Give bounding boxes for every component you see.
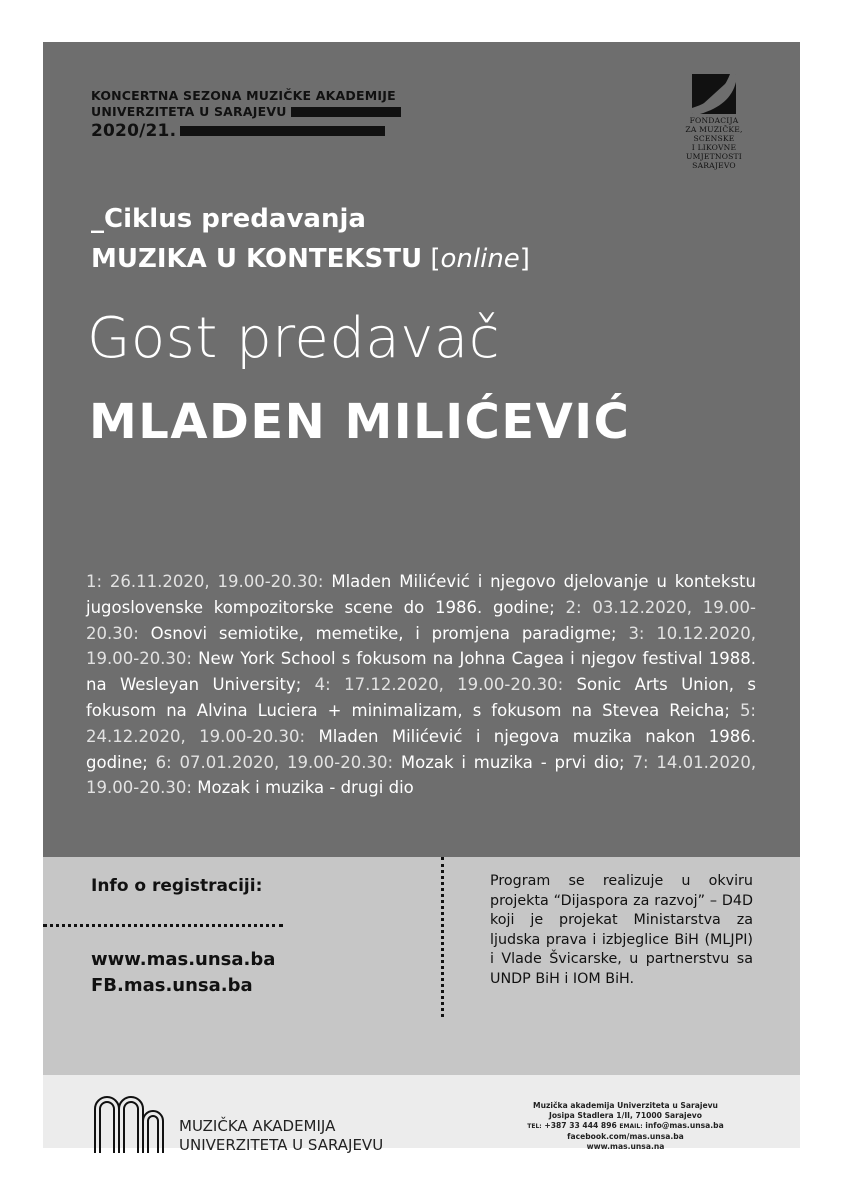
foundation-line-1: FONDACIJA [689, 116, 739, 125]
contact-block [493, 1101, 758, 1152]
academy-line-2: UNIVERZITETA U SARAJEVU [179, 1136, 384, 1154]
season-block [91, 88, 401, 142]
lecture-topic: Osnovi semiotike, memetike, i promjena paradigme; [150, 623, 617, 643]
lecture-item [156, 753, 633, 772]
season-line-2: UNIVERZITETA U SARAJEVU [91, 104, 287, 119]
lecture-date: 07.01.2020, 19.00-20.30: [179, 752, 394, 772]
lecture-number: 4: [314, 675, 331, 695]
lecture-date: 03.12.2020, 19.00-20.30: [86, 597, 756, 643]
dotted-divider-horizontal [43, 924, 283, 927]
lecture-date: 17.12.2020, 19.00-20.30: [344, 675, 564, 695]
guest-name: MLADEN MILIĆEVIĆ [89, 394, 631, 450]
contact-phone: +387 33 444 896 [544, 1121, 617, 1130]
contact-facebook[interactable]: facebook.com/mas.unsa.ba [567, 1132, 684, 1141]
cycle-heading [91, 199, 530, 279]
lecture-number: 2: [565, 597, 582, 617]
contact-name: Muzička akademija Univerziteta u Sarajevu [533, 1101, 718, 1110]
season-year: 2020/21. [91, 121, 177, 141]
foundation-emblem-icon [692, 74, 736, 114]
contact-email[interactable]: info@mas.unsa.ba [645, 1121, 724, 1130]
lecture-date: 26.11.2020, 19.00-20.30: [109, 572, 324, 591]
guest-label: Gost predavač [87, 306, 500, 371]
lecture-topic: Mozak i muzika - drugi dio [197, 778, 414, 798]
cycle-subtitle: _Ciklus predavanja [91, 204, 366, 234]
academy-name [179, 1117, 383, 1155]
tel-label: TEL: [527, 1123, 542, 1130]
lecture-topic: Sonic Arts Union, s fokusom na Alvina Luciera + minimalizam, s fokusom na Stevea Reicha; [86, 675, 756, 720]
foundation-line-4: SARAJEVO [692, 161, 736, 170]
academy-ma-logo-icon [91, 1095, 167, 1155]
foundation-logo [664, 74, 764, 170]
bracket-close: ] [519, 244, 530, 274]
season-bar-2 [180, 126, 385, 136]
academy-logo [91, 1095, 167, 1159]
season-line-1: KONCERTNA SEZONA MUZIČKE AKADEMIJE [91, 88, 396, 103]
lecture-date: 10.12.2020, 19.00-20.30: [86, 623, 757, 669]
lecture-date: 14.01.2020, 19.00-20.30: [86, 752, 757, 798]
lecture-topic: Mladen Milićević i njegovo djelovanje u kontekstu jugoslovenske kompozitorske scene do 1986. godine; [86, 572, 756, 617]
foundation-line-3: I LIKOVNE UMJETNOSTI [686, 143, 742, 161]
online-label: online [440, 244, 520, 274]
lecture-topic: Mozak i muzika - prvi dio; [400, 752, 625, 772]
lecture-topic: New York School s fokusom na Johna Cagea i njegov festival 1988. na Wesleyan University; [86, 649, 756, 695]
lecture-number: 6: [155, 752, 172, 772]
bracket-open: [ [422, 244, 441, 274]
lecture-number: 3: [628, 623, 645, 643]
lecture-date: 24.12.2020, 19.00-20.30: [86, 726, 306, 746]
contact-web[interactable]: www.mas.unsa.na [586, 1142, 665, 1151]
lecture-number: 7: [632, 752, 649, 772]
cycle-title: MUZIKA U KONTEKSTU [91, 244, 423, 274]
lecture-number: 1: [86, 572, 103, 591]
lecture-schedule [86, 569, 756, 801]
email-label: EMAIL: [619, 1123, 643, 1130]
season-bar-1 [291, 107, 401, 117]
website-link[interactable]: www.mas.unsa.ba [91, 949, 276, 970]
program-note: Program se realizuje u okviru projekta “Dijaspora za razvoj” – D4D koji je projekat Ministarstva za ljudska prava i izbjeglice BiH (MLJPI) i Vlade Švicarske, u partnerstvu sa UNDP BiH i IOM BiH. [490, 873, 753, 987]
facebook-link[interactable]: FB.mas.unsa.ba [91, 975, 253, 996]
contact-address: Josipa Stadlera 1/II, 71000 Sarajevo [549, 1111, 702, 1120]
lecture-number: 5: [739, 700, 756, 720]
academy-line-1: MUZIČKA AKADEMIJA [179, 1117, 336, 1135]
registration-title: Info o registraciji: [91, 876, 263, 896]
dotted-divider-vertical [441, 857, 444, 1017]
foundation-line-2: ZA MUZIČKE, SCENSKE [685, 125, 743, 143]
poster [43, 42, 800, 1154]
lecture-topic: Mladen Milićević i njegova muzika nakon 1986. godine; [86, 726, 756, 772]
